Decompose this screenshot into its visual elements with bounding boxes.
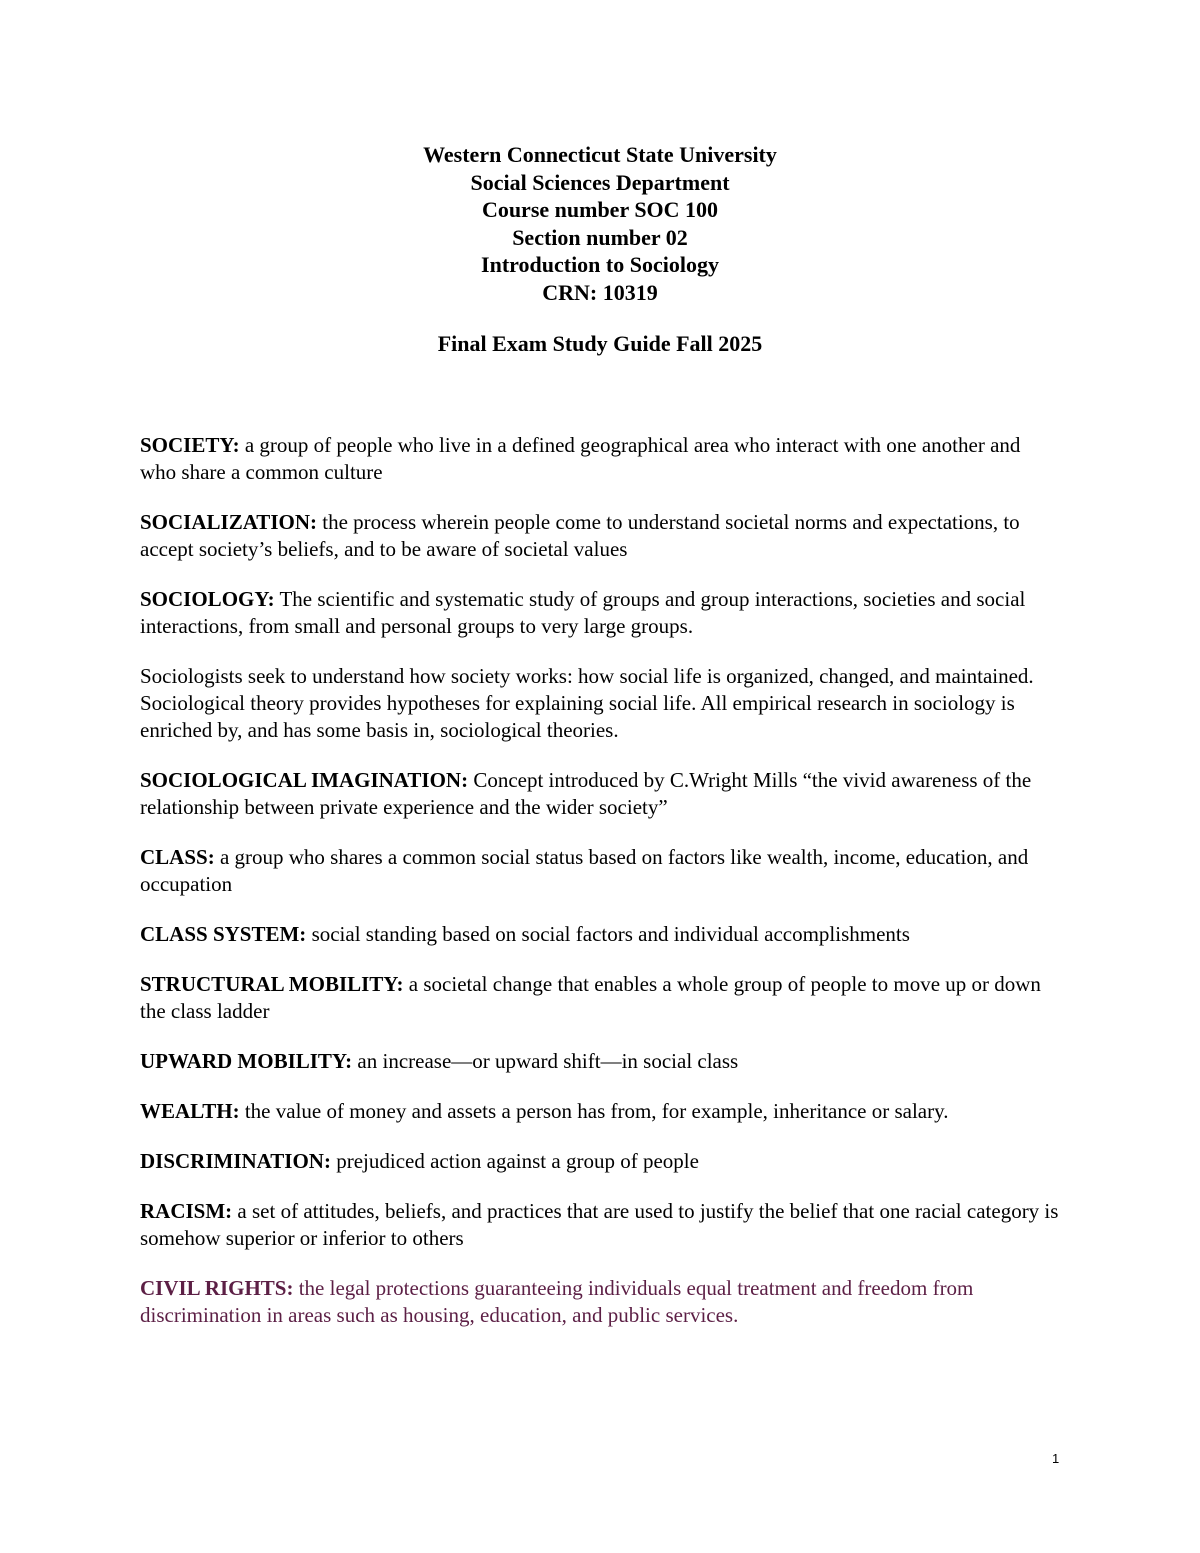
definition: social standing based on social factors and individual accomplishments (306, 922, 910, 946)
definition: Concept introduced by C.Wright Mills “the vivid awareness of the relationship between private experience and the wider society” (140, 768, 1032, 819)
course-title: Introduction to Sociology (481, 252, 719, 277)
entry-civil-rights (140, 1275, 1060, 1329)
page-number: 1 (1052, 1451, 1060, 1466)
definition: The scientific and systematic study of groups and group interactions, societies and social interactions, from small and personal groups to very large groups. (140, 587, 1026, 638)
definition: Sociologists seek to understand how society works: how social life is organized, changed, and maintained. Sociological theory provides hypotheses for explaining social life. All empirical research in sociology is enriched by, and has some basis in, sociological theories. (140, 664, 1034, 742)
definition: a group who shares a common social status based on factors like wealth, income, education, and occupation (140, 845, 1029, 896)
term: SOCIETY: (140, 433, 240, 457)
term: STRUCTURAL MOBILITY: (140, 972, 404, 996)
document-header (0, 141, 1200, 358)
entry-sociology (140, 586, 1060, 640)
term: CIVIL RIGHTS: (140, 1276, 294, 1300)
term: SOCIOLOGY: (140, 587, 275, 611)
definition: a group of people who live in a defined geographical area who interact with one another and who share a common culture (140, 433, 1021, 484)
term: SOCIALIZATION: (140, 510, 317, 534)
entry-structural-mobility (140, 971, 1060, 1025)
entry-class (140, 844, 1060, 898)
term: SOCIOLOGICAL IMAGINATION: (140, 768, 469, 792)
term: DISCRIMINATION: (140, 1149, 331, 1173)
entry-racism (140, 1198, 1060, 1252)
definition: prejudiced action against a group of people (330, 1149, 699, 1173)
paragraph-sociologists (140, 663, 1060, 744)
department-name: Social Sciences Department (470, 169, 730, 195)
definition: an increase—or upward shift—in social class (352, 1049, 739, 1073)
term: RACISM: (140, 1199, 233, 1223)
entry-class-system (140, 921, 1060, 948)
entry-socialization (140, 509, 1060, 563)
definition: the process wherein people come to understand societal norms and expectations, to accept society’s beliefs, and to be aware of societal values (140, 510, 1020, 561)
entry-society (140, 432, 1060, 486)
course-number: Course number SOC 100 (481, 197, 719, 222)
term: CLASS: (140, 845, 215, 869)
definition: a societal change that enables a whole group of people to move up or down the class ladder (140, 972, 1041, 1023)
entry-sociological-imagination (140, 767, 1060, 821)
definition: the value of money and assets a person has from, for example, inheritance or salary. (239, 1099, 949, 1123)
definition: the legal protections guaranteeing individuals equal treatment and freedom from discrimination in areas such as housing, education, and public services. (140, 1276, 974, 1327)
entry-upward-mobility (140, 1048, 1060, 1075)
guide-title: Final Exam Study Guide Fall 2025 (437, 331, 763, 356)
term: UPWARD MOBILITY: (140, 1049, 353, 1073)
glossary-body (140, 432, 1060, 1352)
crn: CRN: 10319 (542, 279, 658, 305)
term: CLASS SYSTEM: (140, 922, 307, 946)
entry-discrimination (140, 1148, 1060, 1175)
entry-wealth (140, 1098, 1060, 1125)
section-number: Section number 02 (512, 224, 688, 250)
definition: a set of attitudes, beliefs, and practices that are used to justify the belief that one racial category is somehow superior or inferior to others (140, 1199, 1059, 1250)
university-name: Western Connecticut State University (423, 142, 777, 167)
term: WEALTH: (140, 1099, 240, 1123)
